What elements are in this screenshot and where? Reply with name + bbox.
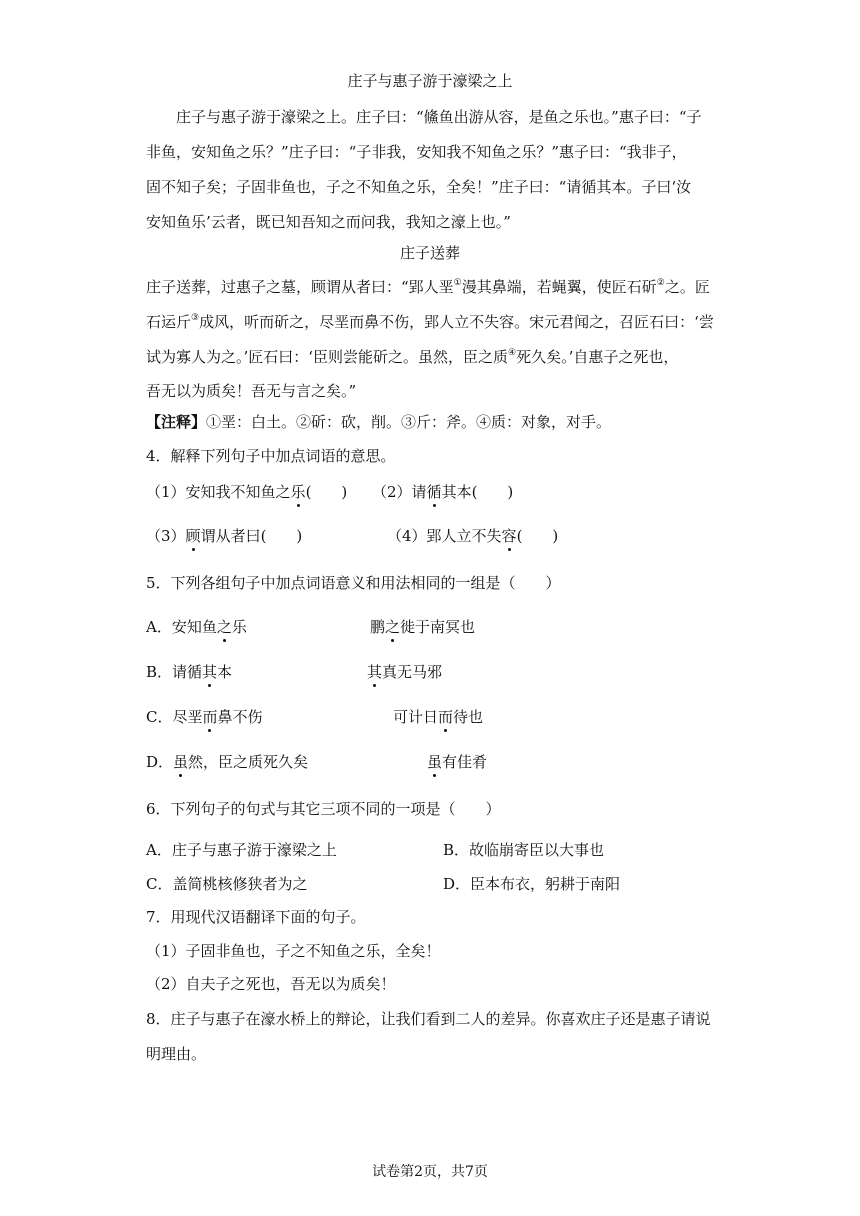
q8-line-2: 明理由。 [146,1045,207,1063]
q4-item-2-text-after: 其本 [441,483,472,501]
q5-b-left-pre: B．请循 [146,663,203,681]
q4-item-1-blank: ( ) [305,483,348,501]
q5-c-left-dotted: 而 [202,708,218,726]
q5-option-a-right [370,617,475,637]
q8-line-1: 8．庄子与惠子在濠水桥上的辩论，让我们看到二人的差异。你喜欢庄子还是惠子请说 [146,1010,711,1028]
passage2-line-3-part-b: 死久矣。’自惠子之死也， [516,348,679,366]
q5-option-d-left [146,752,308,772]
passage2-line-2-part-b: 成风，听而斫之，尽垩而鼻不伤，郢人立不失容。宋元君闻之，召匠石曰：‘尝 [199,313,714,331]
q5-c-right-pre: 可计日 [393,708,439,726]
q4-item-3 [146,526,302,546]
q5-option-b-right [367,662,442,682]
passage2-line-1-part-c: 之。匠 [664,278,710,296]
passage2-line-1 [146,277,710,297]
q4-item-3-text-after: 谓从者曰 [200,527,261,545]
q5-option-c-right [393,707,483,727]
q4-item-4-text: （4）郢人立不失 [387,527,502,545]
q4-item-2-text: （2）请 [372,483,427,501]
q5-a-right-pre: 鹏 [370,618,386,636]
passage2-line-2-part-a: 石运斤 [146,313,192,331]
q4-item-4 [387,526,558,546]
q5-stem: 5．下列各组句子中加点词语意义和用法相同的一组是（ ） [146,574,561,592]
notes-text: ①垩：白土。②斫：砍，削。③斤：斧。④质：对象，对手。 [206,413,612,431]
q5-b-right-post: 真无马邪 [382,663,443,681]
q5-a-right-post: 徙于南冥也 [400,618,476,636]
passage2-line-1-part-a: 庄子送葬，过惠子之墓，顾谓从者曰：“郢人垩 [146,278,454,296]
footnote-ref-4: ④ [508,348,517,358]
passage1-title: 庄子与惠子游于濠梁之上 [347,72,513,90]
q5-b-right-dotted: 其 [367,663,383,681]
q6-stem: 6．下列句子的句式与其它三项不同的一项是（ ） [146,800,501,818]
q6-option-c: C．盖简桃核修狭者为之 [146,875,308,893]
footnote-ref-3: ③ [191,313,200,323]
q5-c-right-post: 待也 [453,708,484,726]
q6-option-a: A．庄子与惠子游于濠梁之上 [146,841,337,859]
q4-item-3-blank: ( ) [260,527,303,545]
passage2-line-4: 吾无以为质矣！吾无与言之矣。” [146,382,357,400]
q5-a-left-dotted: 之 [216,618,232,636]
q4-item-2-blank: ( ) [471,483,514,501]
q5-a-left-pre: A．安知鱼 [146,618,217,636]
passage2-title: 庄子送葬 [399,244,460,262]
q4-stem: 4．解释下列句子中加点词语的意思。 [146,447,396,465]
notes-heading: 【注释】 [146,413,207,431]
footnote-ref-2: ② [656,278,665,288]
q4-item-4-dotted-word: 容 [501,527,517,545]
passage2-line-2 [146,312,714,332]
q6-option-b: B．故临崩寄臣以大事也 [443,841,605,859]
q5-option-c-left [146,707,263,727]
notes [146,412,611,432]
passage2-line-1-part-b: 漫其鼻端，若蝇翼，使匠石斫 [461,278,657,296]
q5-c-left-post: 鼻不伤 [217,708,263,726]
q5-c-left-pre: C．尽垩 [146,708,203,726]
passage2-line-3 [146,347,678,367]
footnote-ref-1: ① [453,278,462,288]
q4-item-1 [146,482,347,502]
q5-option-b-left [146,662,232,682]
q4-item-3-text: （3） [146,527,186,545]
q5-d-left-dotted: 虽 [173,753,189,771]
q5-a-left-post: 乐 [231,618,247,636]
q4-item-3-dotted-word: 顾 [185,527,201,545]
passage1-line-3: 固不知子矣；子固非鱼也，子之不知鱼之乐，全矣！”庄子曰：“请循其本。子曰‘汝 [146,178,692,196]
q4-item-1-text: （1）安知我不知鱼之 [146,483,291,501]
passage1-line-1: 庄子与惠子游于濠梁之上。庄子曰：“鯈鱼出游从容，是鱼之乐也。”惠子曰：“子 [176,108,702,126]
q6-option-d: D．臣本布衣，躬耕于南阳 [443,875,621,893]
passage2-line-3-part-a: 试为寡人为之。’匠石曰：‘臣则尝能斫之。虽然，臣之质 [146,348,509,366]
q5-option-d-right [427,752,487,772]
q4-item-2 [372,482,513,502]
q4-item-2-dotted-word: 循 [426,483,442,501]
page-footer: 试卷第2页，共7页 [372,1164,488,1180]
q5-a-right-dotted: 之 [385,618,401,636]
passage1-line-2: 非鱼，安知鱼之乐？”庄子曰：“子非我，安知我不知鱼之乐？”惠子曰：“我非子， [146,143,687,161]
q7-sentence-2: （2）自夫子之死也，吾无以为质矣！ [146,975,396,993]
q5-option-a-left [146,617,247,637]
q5-d-right-post: 有佳肴 [442,753,488,771]
passage1-line-4: 安知鱼乐’云者，既已知吾知之而问我，我知之濠上也。” [146,213,511,231]
q5-d-left-post: 然，臣之质死久矣 [188,753,309,771]
q4-item-1-dotted-word: 乐 [290,483,306,501]
q5-b-left-dotted: 其 [202,663,218,681]
q5-c-right-dotted: 而 [438,708,454,726]
q5-d-left-pre: D． [146,753,174,771]
q5-d-right-dotted: 虽 [427,753,443,771]
q7-sentence-1: （1）子固非鱼也，子之不知鱼之乐，全矣！ [146,942,441,960]
q4-item-4-blank: ( ) [516,527,559,545]
q7-stem: 7．用现代汉语翻译下面的句子。 [146,908,366,926]
q5-b-left-post: 本 [217,663,233,681]
